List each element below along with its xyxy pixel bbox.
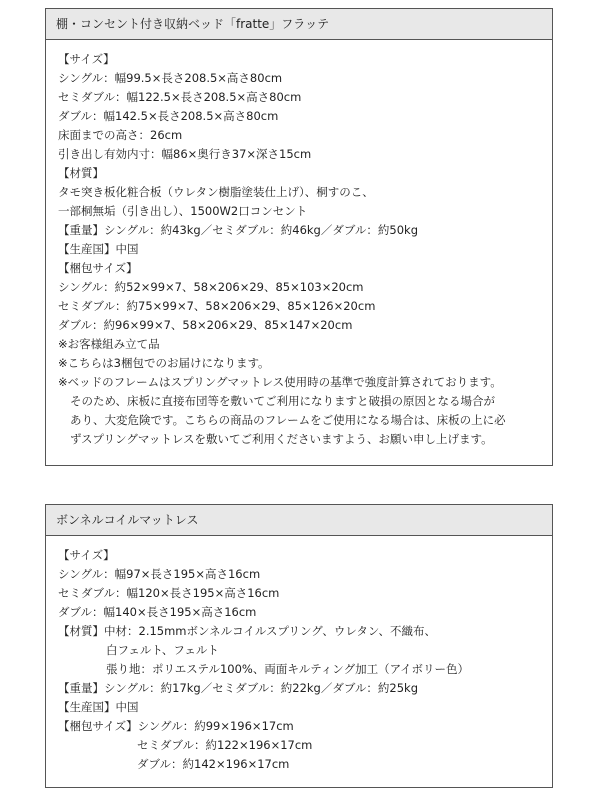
spec-line: ※ベッドのフレームはスプリングマットレス使用時の基準で強度計算されております。 xyxy=(58,375,502,389)
mattress-spec-title: ボンネルコイルマットレス xyxy=(46,505,552,536)
spec-line: セミダブル：幅122.5×長さ208.5×高さ80cm xyxy=(58,90,302,104)
spec-line: ずスプリングマットレスを敷いてご利用くださいますよう、お願い申し上げます。 xyxy=(70,432,493,446)
spec-line: そのため、床板に直接布団等を敷いてご利用になりますと破損の原因となる場合が xyxy=(70,394,496,408)
spec-line: 床面までの高さ：26cm xyxy=(58,128,183,142)
spec-line: セミダブル：約122×196×17cm xyxy=(137,738,313,752)
bed-spec-title: 棚・コンセント付き収納ベッド「fratte」フラッテ xyxy=(46,9,552,40)
spec-line: セミダブル：幅120×長さ195×高さ16cm xyxy=(58,586,280,600)
spec-line: 【生産国】中国 xyxy=(58,242,139,256)
mattress-spec-box xyxy=(45,504,553,788)
spec-line: タモ突き板化粧合板（ウレタン樹脂塗装仕上げ）、桐すのこ、 xyxy=(58,185,374,199)
spec-line: ※お客様組み立て品 xyxy=(58,337,160,351)
spec-line: 【材質】中材：2.15mmボンネルコイルスプリング、ウレタン、不織布、 xyxy=(58,624,436,638)
spec-line: 引き出し有効内寸：幅86×奥行き37×深さ15cm xyxy=(58,147,312,161)
spec-line: あり、大変危険です。こちらの商品のフレームをご使用になる場合は、床板の上に必 xyxy=(70,413,506,427)
spec-line: 【重量】シングル：約43kg／セミダブル：約46kg／ダブル：約50kg xyxy=(58,223,418,237)
spec-line: 【サイズ】 xyxy=(58,548,115,562)
spec-line: 一部桐無垢（引き出し）、1500W2口コンセント xyxy=(58,204,308,218)
spec-line: シングル：幅97×長さ195×高さ16cm xyxy=(58,567,261,581)
spec-line: 【重量】シングル：約17kg／セミダブル：約22kg／ダブル：約25kg xyxy=(58,681,418,695)
spec-line: 【生産国】中国 xyxy=(58,700,139,714)
spec-line: ダブル：幅140×長さ195×高さ16cm xyxy=(58,605,257,619)
spec-line: 【材質】 xyxy=(58,166,104,180)
spec-line: 張り地：ポリエステル100%、両面キルティング加工（アイボリー色） xyxy=(106,662,470,676)
bed-spec-box xyxy=(45,8,553,466)
spec-line: ダブル：幅142.5×長さ208.5×高さ80cm xyxy=(58,109,279,123)
spec-line: 【梱包サイズ】シングル：約99×196×17cm xyxy=(58,719,294,733)
mattress-spec-body xyxy=(46,536,552,774)
spec-line: ダブル：約96×99×7、58×206×29、85×147×20cm xyxy=(58,318,353,332)
spec-line: ※こちらは3梱包でのお届けになります。 xyxy=(58,356,270,370)
spec-line: 白フェルト、フェルト xyxy=(106,643,219,657)
spec-line: シングル：幅99.5×長さ208.5×高さ80cm xyxy=(58,71,283,85)
spec-line: シングル：約52×99×7、58×206×29、85×103×20cm xyxy=(58,280,364,294)
spec-line: 【梱包サイズ】 xyxy=(58,261,138,275)
spec-line: ダブル：約142×196×17cm xyxy=(137,757,290,771)
spec-line: 【サイズ】 xyxy=(58,52,115,66)
bed-spec-body xyxy=(46,40,552,449)
spec-line: セミダブル：約75×99×7、58×206×29、85×126×20cm xyxy=(58,299,376,313)
